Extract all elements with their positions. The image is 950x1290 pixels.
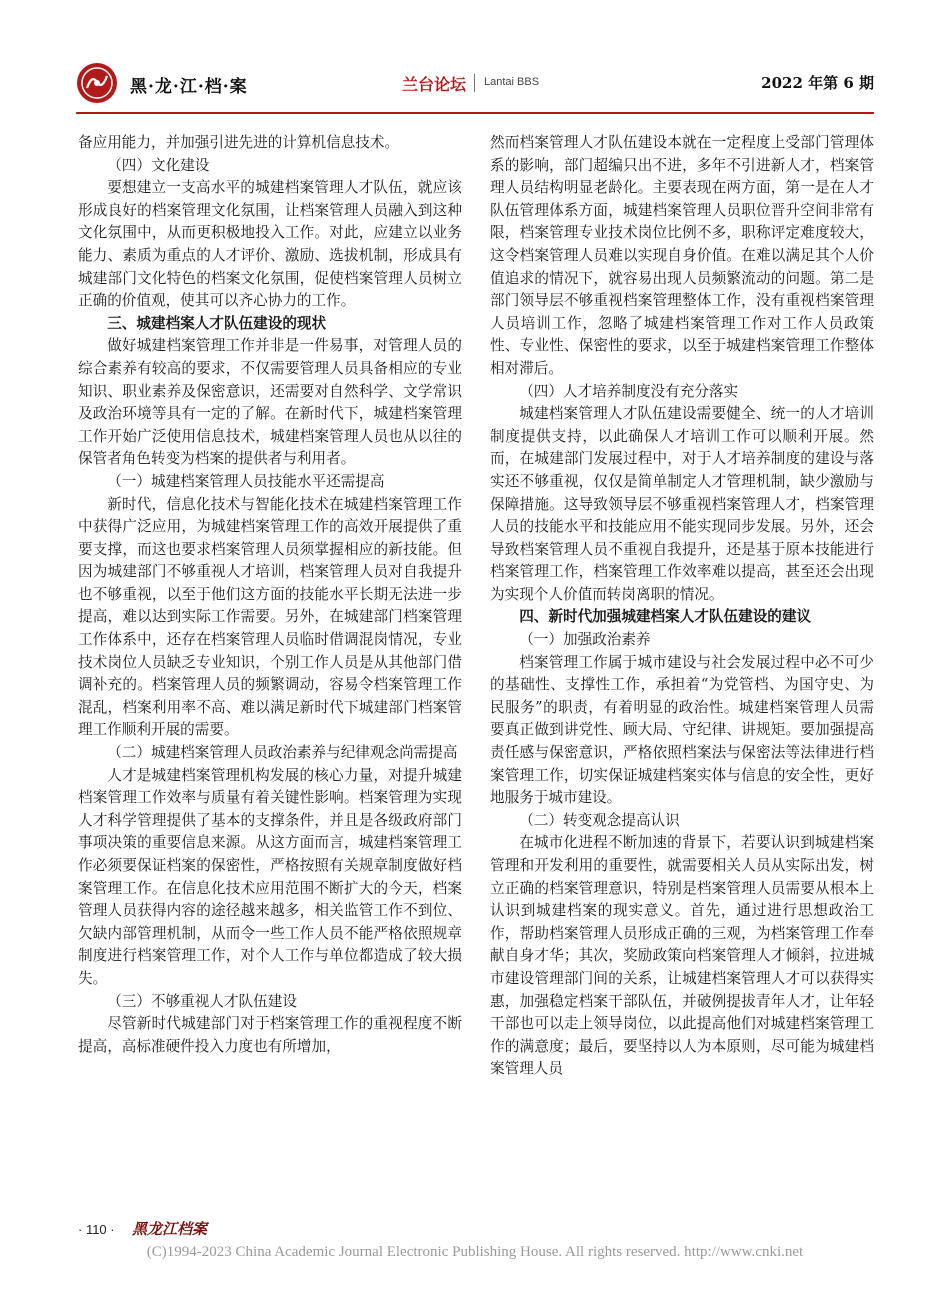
paragraph: 做好城建档案管理工作并非是一件易事，对管理人员的综合素养有较高的要求，不仅需要管理人员具备相应的专业知识、职业素养及保密意识，还需要对自然科学、文学常识及政治环境等具有一定的了解。在新时代下，城建档案管理工作开始广泛使用信息技术，城建档案管理人员也从以往的保管者角色转变为档案的提供者与利用者。	[78, 337, 462, 468]
section-heading: 三、城建档案人才队伍建设的现状	[107, 314, 327, 332]
paragraph: 备应用能力，并加强引进先进的计算机信息技术。	[78, 134, 400, 151]
subsection-heading: （三）不够重视人才队伍建设	[107, 992, 297, 1010]
journal-name: 黑·龙·江·档·案	[130, 77, 248, 97]
paragraph: 城建档案管理人才队伍建设需要健全、统一的人才培训制度提供支持，以此确保人才培训工作可以顺利开展。然而，在城建部门发展过程中，对于人才培养制度的建设与落实还不够重视，仅仅是简单制定人才管理机制，缺少激励与保障措施。这导致领导层不够重视档案管理人才，档案管理人员的技能水平和技能应用不能实现同步发展。另外，还会导致档案管理人员不重视自我提升，还是基于原本技能进行档案管理工作，档案管理工作效率难以提高，甚至还会出现为实现个人价值而转岗离职的情况。	[490, 405, 874, 603]
paragraph: 在城市化进程不断加速的背景下，若要认识到城建档案管理和开发利用的重要性，就需要相关人员从实际出发，树立正确的档案管理意识，特别是档案管理人员需要从根本上认识到城建档案的现实意义。首先，通过进行思想政治工作，帮助档案管理人员形成正确的三观，为档案管理工作奉献自身才华；其次，奖励政策向档案管理人才倾斜，拉进城市建设管理部门间的关系，让城建档案管理人才可以获得实惠，加强稳定档案干部队伍，并破例提拔青年人才，让年轻干部也可以走上领导岗位，以此提高他们对城建档案管理工作的满意度；最后，要坚持以人为本原则，尽可能为城建档案管理人员	[490, 834, 874, 1078]
subsection-heading: （二）城建档案管理人员政治素养与纪律观念尚需提高	[107, 744, 458, 762]
paragraph: 人才是城建档案管理机构发展的核心力量，对提升城建档案管理工作效率与质量有着关键性影响。档案管理为实现人才科学管理提供了基本的支撑条件，并且是各级政府部门事项决策的重要信息来源。从这方面而言，城建档案管理工作必须要保证档案的保密性，严格按照有关规章制度做好档案管理工作。在信息化技术应用范围不断扩大的今天，档案管理人员获得内容的途径越来越多，相关监管工作不到位、欠缺内部管理机制，从而令一些工作人员不能严格依照规章制度进行档案管理工作，对个人工作与单位都造成了较大损失。	[78, 766, 462, 987]
header-rule	[76, 112, 874, 114]
page-number: · 110 ·	[78, 1222, 115, 1237]
paragraph: 新时代，信息化技术与智能化技术在城建档案管理工作中获得广泛应用，为城建档案管理工作的高效开展提供了重要支撑，而这也要求档案管理人员须掌握相应的新技能。但因为城建部门不够重视人才培训，档案管理人员对自我提升也不够重视，以至于他们这方面的技能水平长期无法进一步提高，难以达到实际工作需要。另外，在城建部门档案管理工作体系中，还存在档案管理人员临时借调混岗情况，专业技术岗位人员缺乏专业知识，个别工作人员是从其他部门借调补充的。档案管理人员的频繁调动，容易令档案管理工作混乱，档案利用率不高、难以满足新时代下城建部门档案管理工作顺利开展的需要。	[78, 495, 462, 739]
subsection-heading: （一）城建档案管理人员技能水平还需提高	[107, 472, 385, 490]
journal-logo-icon	[76, 62, 118, 104]
copyright-watermark: (C)1994-2023 China Academic Journal Electronic Publishing House. All rights reserved. http://www.cnki.net	[146, 1244, 804, 1260]
page-header	[0, 0, 950, 120]
subsection-heading: （四）文化建设	[107, 156, 210, 174]
column-name: 兰台论坛	[402, 75, 467, 94]
issue-number: 2022 年第 6 期	[761, 74, 874, 92]
section-heading: 四、新时代加强城建档案人才队伍建设的建议	[519, 608, 812, 626]
paragraph: 尽管新时代城建部门对于档案管理工作的重视程度不断提高，高标准硬件投入力度也有所增加，	[78, 1015, 462, 1055]
footer-journal-logo: 黑龙江档案	[132, 1220, 208, 1238]
paragraph: 要想建立一支高水平的城建档案管理人才队伍，就应该形成良好的档案管理文化氛围，让档案管理人员融入到这种文化氛围中，从而更积极地投入工作。对此，应建立以业务能力、素质为重点的人才评价、激励、选拔机制，形成具有城建部门文化特色的档案文化氛围，促使档案管理人员树立正确的价值观，使其可以齐心协力的工作。	[78, 179, 462, 310]
subsection-heading: （四）人才培养制度没有充分落实	[519, 382, 739, 400]
left-column	[78, 132, 462, 1058]
subsection-heading: （二）转变观念提高认识	[519, 811, 680, 829]
subsection-heading: （一）加强政治素养	[519, 631, 651, 649]
column-name-en: Lantai BBS	[484, 76, 540, 88]
paragraph: 档案管理工作属于城市建设与社会发展过程中必不可少的基础性、支撑性工作，承担着“为党管档、为国守史、为民服务”的职责，有着明显的政治性。城建档案管理人员需要真正做到讲党性、顾大局、守纪律、讲规矩。要加强提高责任感与保密意识，严格依照档案法与保密法等法律进行档案管理工作，切实保证城建档案实体与信息的安全性，更好地服务于城市建设。	[490, 653, 874, 807]
header-divider	[474, 74, 475, 92]
paragraph: 然而档案管理人才队伍建设本就在一定程度上受部门管理体系的影响，部门超编只出不进，多年不引进新人才，档案管理人员结构明显老龄化。主要表现在两方面，第一是在人才队伍管理体系方面，城建档案管理人员职位晋升空间非常有限，档案管理专业技术岗位比例不多，职称评定难度较大，这令档案管理人员难以实现自身价值。在难以满足其个人价值追求的情况下，就容易出现人员频繁流动的问题。第二是部门领导层不够重视档案管理整体工作，没有重视档案管理人员培训工作，忽略了城建档案管理工作对工作人员政策性、专业性、保密性的要求，以至于城建档案管理工作整体相对滞后。	[490, 134, 874, 377]
right-column	[490, 132, 874, 1081]
